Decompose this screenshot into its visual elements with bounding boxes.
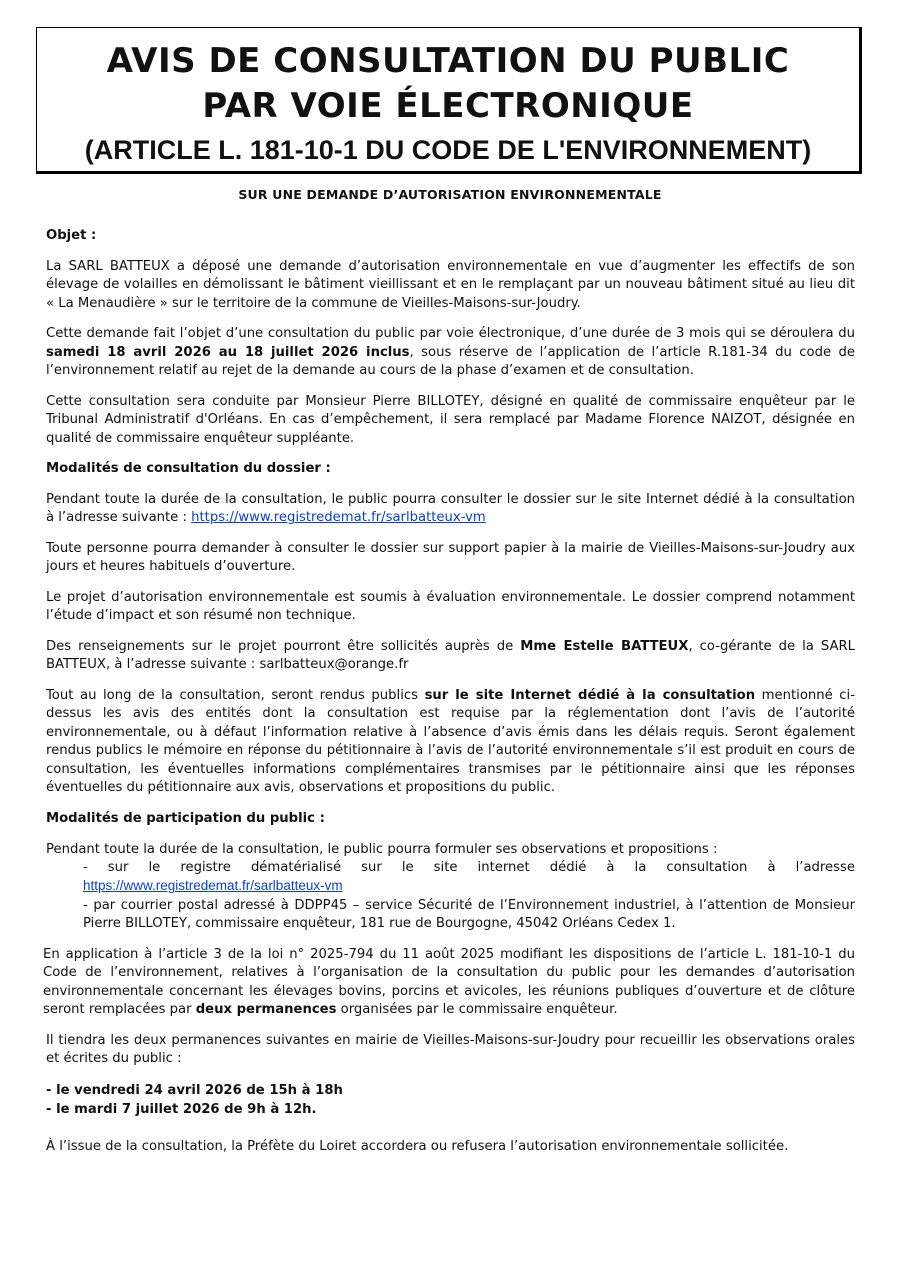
paragraph-conclusion: À l’issue de la consultation, la Préfète du Loiret accordera ou refusera l’autorisation environnementale sollicitée. — [46, 1139, 789, 1155]
text: , sous réserve de l’application de l’article R.181-34 du code de l’environnement relatif au rejet de la demande au cours de la phase d’examen et de consultation. — [46, 344, 856, 379]
registre-link[interactable]: https://www.registredemat.fr/sarlbatteux-vm — [191, 510, 486, 526]
emphasis: deux permanences — [195, 1002, 337, 1017]
paragraph-objet-2 — [46, 325, 855, 380]
list-item-registre — [83, 859, 855, 897]
paragraph-objet-1: La SARL BATTEUX a déposé une demande d’autorisation environnementale en vue d’augmenter les effectifs de son élevage de volailles en démolissant le bâtiment vieillissant et en le remplaçant par un nouveau bâtiment situé au lieu dit « La Menaudière » sur le territoire de la commune de Vieilles-Maisons-sur-Joudry. — [46, 258, 855, 311]
text: organisées par le commissaire enquêteur. — [336, 1002, 618, 1017]
paragraph-consultation-2: Toute personne pourra demander à consulter le dossier sur support papier à la mairie de Vieilles-Maisons-sur-Joudry aux jours et heures habituels d’ouverture. — [46, 541, 855, 575]
paragraph-objet-3: Cette consultation sera conduite par Monsieur Pierre BILLOTEY, désigné en qualité de commissaire enquêteur par le Tribunal Administratif d'Orléans. En cas d’empêchement, il sera remplacé par Madame Florence NAIZOT, désignée en qualité de commissaire enquêteur suppléante. — [46, 393, 855, 446]
section-heading-participation: Modalités de participation du public : — [46, 810, 325, 826]
paragraph-consultation-5 — [46, 687, 855, 797]
section-heading-consultation: Modalités de consultation du dossier : — [46, 461, 331, 477]
text: En application à l’article 3 de la loi n° 2025-794 du 11 août 2025 modifiant les dispositions de l’article L. 181-10-1 du Code de l’environnement, relatives à l’organisation de la consultation du public pour les demandes d’autorisation environnementale concernant les élevages bovins, porcins et avicoles, les réunions publiques d’ouverture et de clôture seront remplacées par — [43, 946, 855, 1017]
registre-link-2[interactable]: https://www.registredemat.fr/sarlbatteux-vm — [83, 878, 343, 894]
title-line-3: (ARTICLE L. 181-10-1 DU CODE DE L'ENVIRONNEMENT) — [84, 135, 812, 165]
text: - sur le registre dématérialisé sur le site internet dédié à la consultation à l’adresse — [83, 859, 855, 875]
contact-name: Mme Estelle BATTEUX — [520, 639, 689, 655]
section-heading-objet: Objet : — [46, 228, 97, 243]
permanence-dates — [46, 1082, 855, 1119]
subtitle: SUR UNE DEMANDE D’AUTORISATION ENVIRONNEMENTALE — [238, 187, 662, 202]
consultation-dates: samedi 18 avril 2026 au 18 juillet 2026 inclus — [46, 344, 410, 360]
paragraph-consultation-3: Le projet d’autorisation environnementale est soumis à évaluation environnementale. Le dossier comprend notamment l’étude d’impact et son résumé non technique. — [46, 590, 855, 624]
text: Pendant toute la durée de la consultation, le public pourra consulter le dossier sur le site Internet dédié à la consultation à l’adresse suivante : — [46, 492, 855, 526]
text: mentionné ci-dessus les avis des entités dont la consultation est requise par la réglementation dont l’avis de l’autorité environnementale, ou à défaut l’information relative à l’absence d’avis émis dans les délais requis. Seront également rendus publics le mémoire en réponse du pétitionnaire à l’avis de l’autorité environnementale s’il est produit en cours de consultation, les éventuelles informations complémentaires transmises par le pétitionnaire ainsi que les réponses éventuelles du pétitionnaire aux avis, observations et propositions du public. — [46, 688, 855, 796]
permanence-date-1: - le vendredi 24 avril 2026 de 15h à 18h — [46, 1083, 343, 1099]
paragraph-permanences: Il tiendra les deux permanences suivantes en mairie de Vieilles-Maisons-sur-Joudry pour recueillir les observations orales et écrites du public : — [46, 1032, 855, 1066]
paragraph-consultation-1 — [46, 491, 855, 528]
paragraph-consultation-4 — [46, 638, 855, 675]
text: Cette demande fait l’objet d’une consultation du public par voie électronique, d’une durée de 3 mois qui se déroulera du — [46, 326, 855, 342]
document-body — [43, 227, 856, 1169]
paragraph-application — [43, 946, 855, 1020]
text: Des renseignements sur le projet pourront être sollicités auprès de — [46, 639, 521, 655]
permanence-date-2: - le mardi 7 juillet 2026 de 9h à 12h. — [46, 1101, 317, 1117]
emphasis: sur le site Internet dédié à la consultation — [424, 688, 756, 704]
title-line-1: AVIS DE CONSULTATION DU PUBLIC — [106, 41, 790, 81]
title-box — [36, 27, 862, 174]
text: Tout au long de la consultation, seront rendus publics — [46, 688, 425, 704]
paragraph-participation-intro: Pendant toute la durée de la consultation, le public pourra formuler ses observations et propositions : — [46, 841, 718, 857]
list-item-courrier: - par courrier postal adressé à DDPP45 – service Sécurité de l’Environnement industriel, à l’attention de Monsieur Pierre BILLOTEY, commissaire enquêteur, 181 rue de Bourgogne, 45042 Orléans Cedex 1. — [83, 897, 855, 932]
text: , co-gérante de la SARL BATTEUX, à l’adresse suivante : sarlbatteux@orange.fr — [46, 639, 855, 673]
title-line-2: PAR VOIE ÉLECTRONIQUE — [202, 86, 694, 126]
participation-list — [46, 859, 855, 934]
